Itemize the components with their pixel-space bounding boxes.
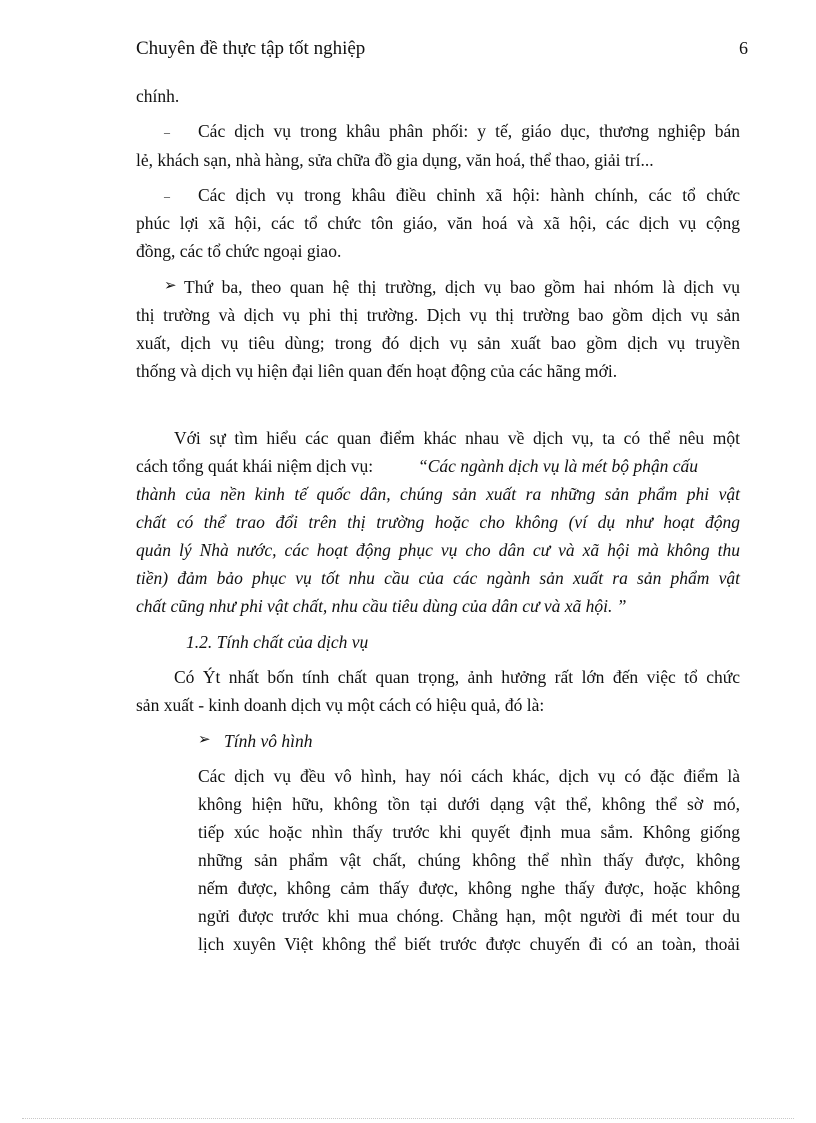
text-line: lịch xuyên Việt không thể biết trước được chuyến đi có an toàn, thoải (198, 934, 740, 954)
arrow-bullet-icon: ➢ (164, 278, 177, 294)
quote-line: thành của nền kinh tế quốc dân, chúng sản xuất ra những sản phẩm phi vật (136, 484, 740, 504)
quote-line: quản lý Nhà nước, các hoạt động phục vụ cho dân cư và xã hội mà không thu (136, 540, 740, 560)
text-line: ngửi được trước khi mua chóng. Chẳng hạn, một người đi mét tour du (198, 906, 740, 926)
text-line: thống và dịch vụ hiện đại liên quan đến hoạt động của các hãng mới. (136, 361, 618, 381)
text-line: Các dịch vụ đều vô hình, hay nói cách khác, dịch vụ có đặc điểm là (198, 766, 740, 786)
header-title: Chuyên đề thực tập tốt nghiệp (136, 38, 366, 59)
arrow-bullet-icon: ➢ (198, 732, 211, 748)
section-heading: 1.2. Tính chất của dịch vụ (186, 632, 369, 652)
text-line: xuất, dịch vụ tiêu dùng; trong đó dịch vụ sản xuất bao gồm dịch vụ truyền (136, 333, 740, 353)
quote-line: “Các ngành dịch vụ là mét bộ phận cấu (418, 456, 698, 476)
text-line: Với sự tìm hiểu các quan điểm khác nhau về dịch vụ, ta có thể nêu một (174, 428, 740, 448)
text-line: sản xuất - kinh doanh dịch vụ một cách có hiệu quả, đó là: (136, 695, 545, 715)
page-bottom-border (22, 1118, 794, 1119)
dash-bullet: – (164, 189, 170, 203)
page-number: 6 (739, 38, 748, 58)
quote-line: tiền) đảm bảo phục vụ tốt nhu cầu của các ngành sản xuất ra sản phẩm vật (136, 568, 740, 588)
text-line: tiếp xúc hoặc nhìn thấy trước khi quyết định mua sắm. Không giống (198, 822, 740, 842)
text-line: lẻ, khách sạn, nhà hàng, sửa chữa đồ gia dụng, văn hoá, thể thao, giải trí... (136, 150, 654, 170)
text-line: những sản phẩm vật chất, chúng không thể nhìn thấy được, không (198, 850, 740, 870)
text-line: không hiện hữu, không tồn tại dưới dạng vật thể, không thể sờ mó, (198, 794, 740, 814)
text-line: phúc lợi xã hội, các tổ chức tôn giáo, văn hoá và xã hội, các dịch vụ cộng (136, 213, 740, 233)
text-line: đồng, các tổ chức ngoại giao. (136, 241, 342, 261)
text-line: Có Ýt nhất bốn tính chất quan trọng, ảnh hưởng rất lớn đến việc tổ chức (174, 667, 740, 687)
text-line: Thứ ba, theo quan hệ thị trường, dịch vụ bao gồm hai nhóm là dịch vụ (184, 277, 740, 297)
quote-line: chất có thể trao đổi trên thị trường hoặc cho không (ví dụ như hoạt động (136, 512, 740, 532)
text-line: Các dịch vụ trong khâu phân phối: y tế, giáo dục, thương nghiệp bán (198, 121, 740, 141)
dash-bullet: – (164, 125, 170, 139)
page-header (136, 38, 750, 68)
text-line: cách tổng quát khái niệm dịch vụ: (136, 456, 374, 476)
text-line: thị trường và dịch vụ phi thị trường. Dịch vụ thị trường bao gồm dịch vụ sản (136, 305, 740, 325)
text-line: Các dịch vụ trong khâu điều chỉnh xã hội: hành chính, các tổ chức (198, 185, 740, 205)
text-line: nếm được, không cảm thấy được, không nghe thấy được, hoặc không (198, 878, 740, 898)
quote-line: chất cũng như phi vật chất, nhu cầu tiêu dùng của dân cư và xã hội. ” (136, 596, 627, 616)
subsection-heading: Tính vô hình (224, 731, 313, 751)
text-line: chính. (136, 86, 180, 106)
